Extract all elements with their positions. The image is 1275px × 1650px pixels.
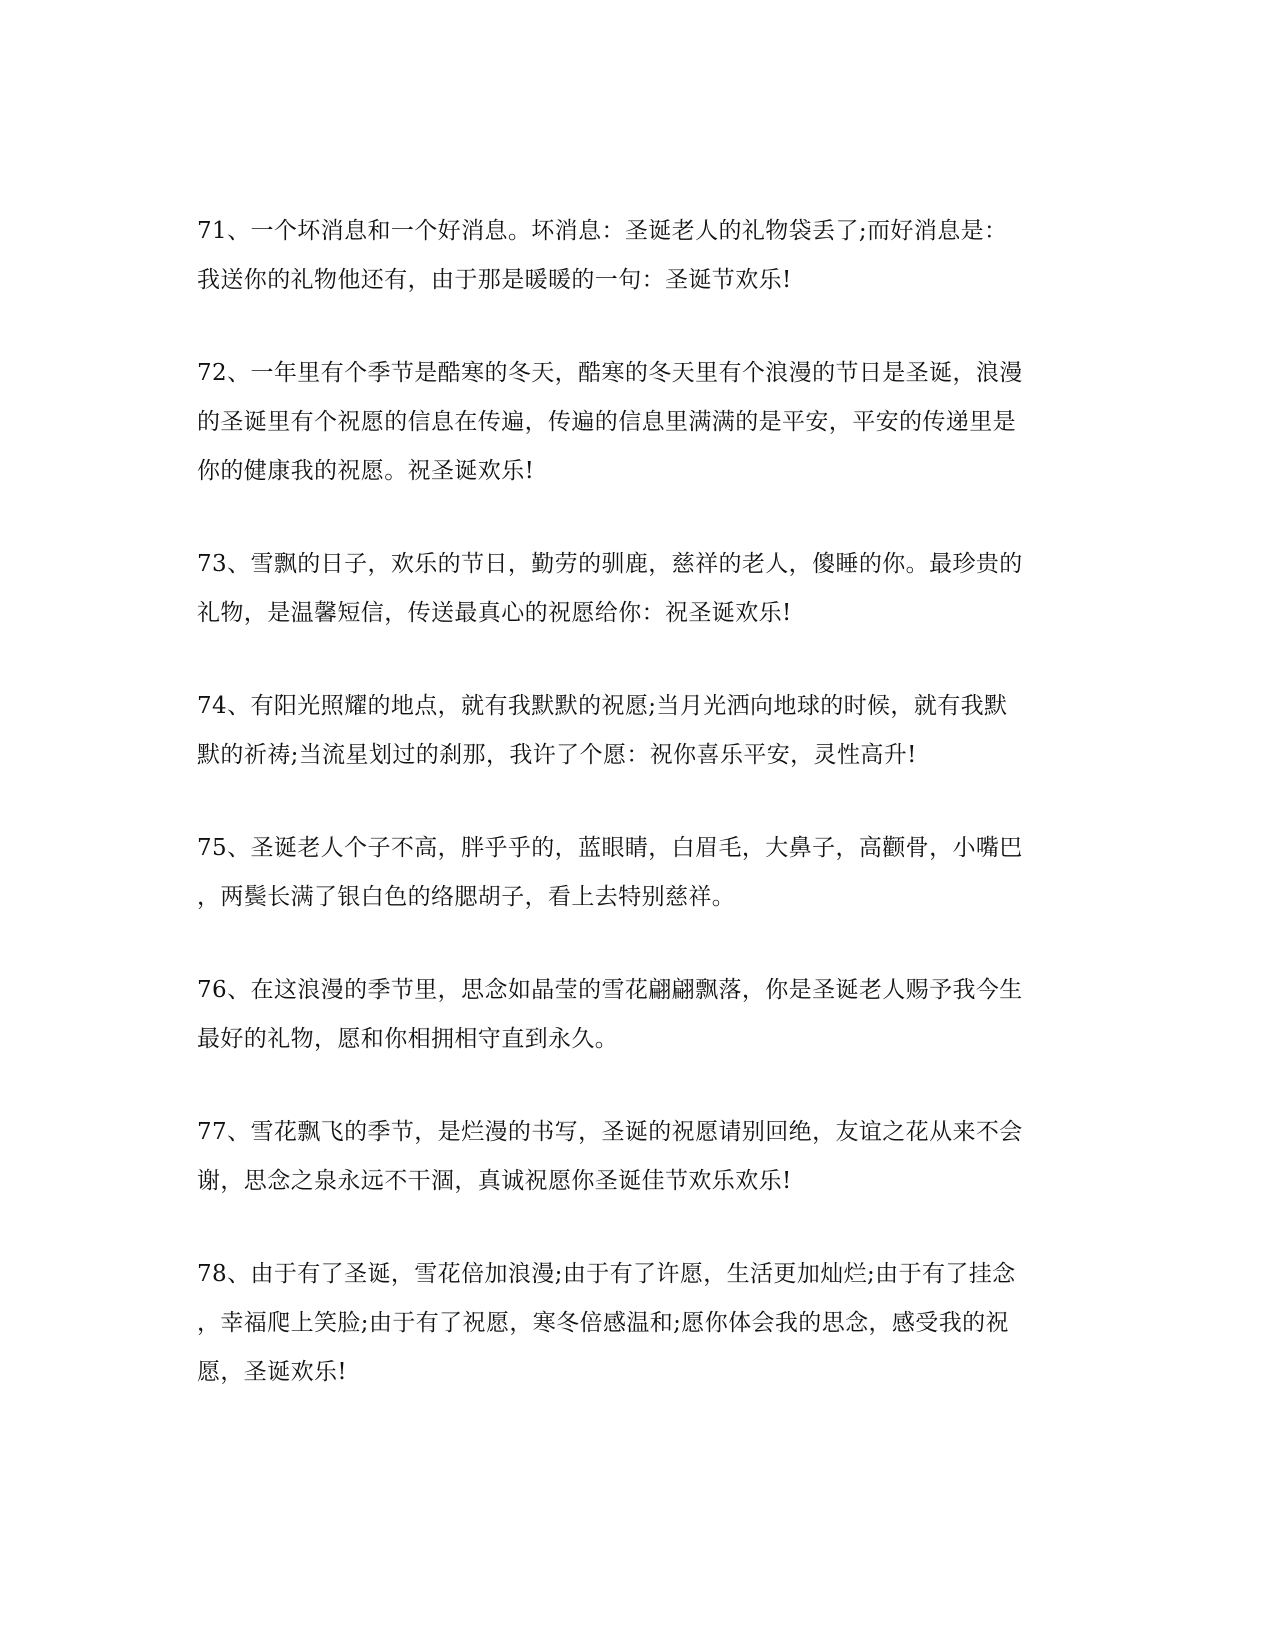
entry-text-line: 我送你的礼物他还有，由于那是暖暖的一句：圣诞节欢乐! (197, 267, 792, 293)
entry-text-line: 最好的礼物，愿和你相拥相守直到永久。 (197, 1026, 619, 1052)
entry-72 (197, 349, 1077, 496)
entry-74 (197, 682, 1077, 780)
entry-text-line: ，幸福爬上笑脸;由于有了祝愿，寒冬倍感温和;愿你体会我的思念，感受我的祝 (197, 1310, 1009, 1336)
entry-text-line: ，两鬓长满了银白色的络腮胡子，看上去特别慈祥。 (197, 884, 736, 910)
entry-text-line: 77、雪花飘飞的季节，是烂漫的书写，圣诞的祝愿请别回绝，友谊之花从来不会 (197, 1119, 1023, 1145)
entry-78 (197, 1250, 1077, 1397)
entry-75 (197, 824, 1077, 922)
entry-text-line: 74、有阳光照耀的地点，就有我默默的祝愿;当月光洒向地球的时候，就有我默 (197, 693, 1008, 719)
entry-77 (197, 1108, 1077, 1206)
entry-text-line: 72、一年里有个季节是酷寒的冬天，酷寒的冬天里有个浪漫的节日是圣诞，浪漫 (197, 360, 1023, 386)
entry-text-line: 73、雪飘的日子，欢乐的节日，勤劳的驯鹿，慈祥的老人，傻睡的你。最珍贵的 (197, 551, 1023, 577)
entry-text-line: 71、一个坏消息和一个好消息。坏消息：圣诞老人的礼物袋丢了;而好消息是： (197, 218, 1008, 244)
entry-73 (197, 540, 1077, 638)
entry-76 (197, 966, 1077, 1064)
document-body (197, 207, 1077, 1441)
entry-71 (197, 207, 1077, 305)
entry-text-line: 谢，思念之泉永远不干涸，真诚祝愿你圣诞佳节欢乐欢乐! (197, 1168, 792, 1194)
entry-text-line: 愿，圣诞欢乐! (197, 1359, 348, 1385)
entry-text-line: 默的祈祷;当流星划过的刹那，我许了个愿：祝你喜乐平安，灵性高升! (197, 742, 917, 768)
entry-text-line: 78、由于有了圣诞，雪花倍加浪漫;由于有了许愿，生活更加灿烂;由于有了挂念 (197, 1261, 1016, 1287)
entry-text-line: 的圣诞里有个祝愿的信息在传遍，传遍的信息里满满的是平安，平安的传递里是 (197, 409, 1016, 435)
entry-text-line: 75、圣诞老人个子不高，胖乎乎的，蓝眼睛，白眉毛，大鼻子，高颧骨，小嘴巴 (197, 835, 1023, 861)
entry-text-line: 礼物，是温馨短信，传送最真心的祝愿给你：祝圣诞欢乐! (197, 600, 792, 626)
entry-text-line: 76、在这浪漫的季节里，思念如晶莹的雪花翩翩飘落，你是圣诞老人赐予我今生 (197, 977, 1023, 1003)
entry-text-line: 你的健康我的祝愿。祝圣诞欢乐! (197, 458, 535, 484)
